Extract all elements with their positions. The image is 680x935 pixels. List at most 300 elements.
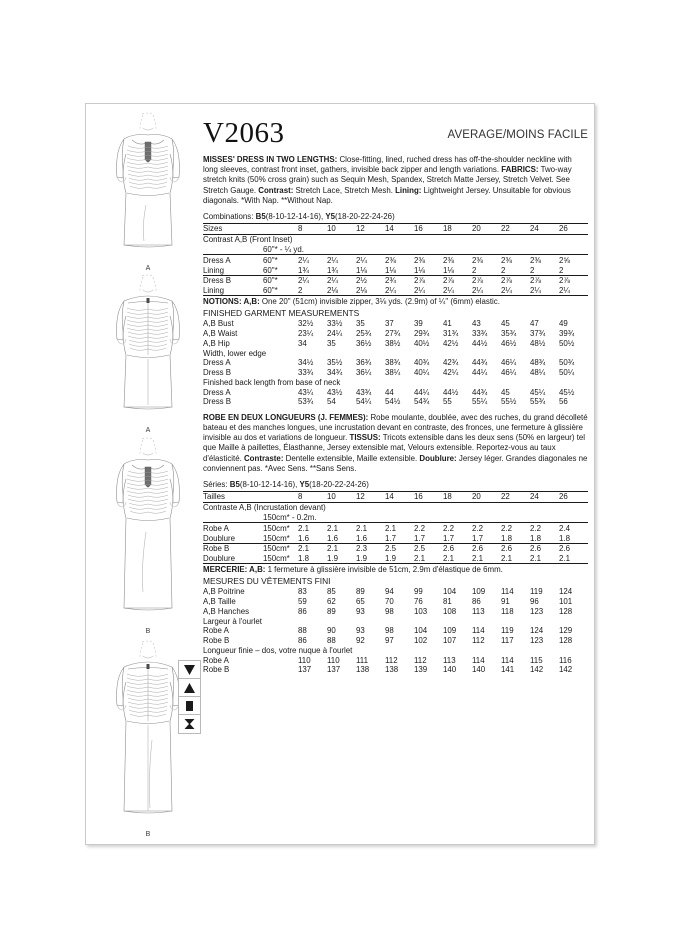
table-row [203, 606, 588, 616]
sizes-header-row [203, 224, 588, 235]
measurement-cell: 43½ [327, 387, 343, 397]
measurement-cell: 55¾ [530, 397, 546, 407]
spacer-cell [263, 665, 298, 675]
table-row [203, 626, 588, 636]
table-row [203, 655, 588, 665]
measurement-cell: 56 [559, 397, 568, 407]
yardage-cell: 1.8 [501, 533, 512, 543]
row-label: Dress A [203, 387, 231, 397]
measurement-cell: 32½ [298, 319, 314, 329]
table-row [203, 665, 588, 675]
content-column [203, 117, 588, 675]
spacer-cell [263, 587, 298, 597]
yardage-cell: 2.1 [327, 523, 338, 533]
difficulty-label: AVERAGE/MOINS FACILE [447, 129, 588, 141]
row-label: A,B Hanches [203, 606, 250, 616]
fabric-width: 150cm* [263, 533, 290, 543]
subsection-label: Width, lower edge [203, 348, 267, 358]
yardage-cell: 2.5 [414, 544, 425, 554]
size-header-cell: 16 [414, 492, 423, 502]
measurement-cell: 38½ [385, 338, 401, 348]
measurement-cell: 89 [356, 587, 365, 597]
measurement-cell: 93 [356, 626, 365, 636]
measurement-cell: 112 [414, 655, 427, 665]
yardage-cell: 2⅞ [443, 276, 454, 286]
measurement-cell: 116 [559, 655, 572, 665]
measurement-cell: 43¼ [298, 387, 314, 397]
measurement-cell: 46¼ [501, 368, 517, 378]
measurement-cell: 45 [501, 387, 510, 397]
triangle-icon [179, 679, 200, 697]
measurement-cell: 88 [327, 636, 336, 646]
body-shape-key [178, 660, 201, 734]
measurement-cell: 112 [472, 636, 485, 646]
row-label: A,B Poitrine [203, 587, 245, 597]
measurement-cell: 119 [501, 626, 514, 636]
yardage-cell: 1⅛ [414, 265, 425, 275]
measurement-cell: 142 [559, 665, 573, 675]
yardage-cell: 2.4 [559, 523, 570, 533]
measurement-cell: 124 [559, 587, 573, 597]
measurement-cell: 44¾ [472, 358, 488, 368]
english-fgm-table [203, 308, 588, 407]
yardage-cell: 1.9 [327, 554, 338, 564]
table-row [203, 338, 588, 348]
measurement-cell: 27¾ [385, 328, 401, 338]
yardage-cell: 1.8 [530, 533, 541, 543]
yardage-cell: 1.7 [414, 533, 425, 543]
measurement-cell: 113 [443, 655, 456, 665]
yardage-cell: 2⅞ [530, 276, 541, 286]
yardage-cell: 2 [530, 265, 535, 275]
table-row [203, 358, 588, 368]
illustration-b-front [94, 437, 202, 635]
row-label: Lining [203, 286, 225, 296]
yardage-cell: 2.1 [530, 554, 541, 564]
measurement-cell: 36¼ [356, 368, 372, 378]
contrast-yardage: 150cm* - 0.2m. [263, 512, 317, 522]
english-fgm-body [203, 319, 588, 407]
row-label: Dress A [203, 255, 231, 265]
yardage-cell: 1.7 [385, 533, 396, 543]
measurement-cell: 128 [559, 636, 573, 646]
size-header-cell: 18 [443, 492, 452, 502]
yardage-cell: 2¼ [327, 276, 338, 286]
measurement-cell: 141 [501, 665, 515, 675]
fabric-width: 60"* [263, 276, 278, 286]
measurement-cell: 43¾ [356, 387, 372, 397]
yardage-cell: 2¼ [472, 286, 483, 296]
spacer-cell [263, 224, 298, 235]
illustration-column [94, 112, 202, 838]
yardage-cell: 2¼ [443, 286, 454, 296]
measurement-cell: 86 [298, 606, 307, 616]
french-description: ROBE EN DEUX LONGUEURS (J. FEMMES): Robe moulante, doublée, avec des ruches, du grand décolleté bateau et des manches longues, une incrustation devant en contraste, des fronces, une fermeture à glissière invisible au dos et variations de longueur. TISSUS: Tricots extensible dans les deux sens (50% en largeur) tel que Maille à paillettes, Élasthanne, Jersey extensible mat, Velours extensible. Reportez-vous au taux d'élasticité. Contraste: Dentelle extensible, Maille extensible. Doublure: Jersey léger. Grandes diagonales ne conviennent pas. *Avec Sens. **Sans Sens. [203, 412, 588, 473]
measurement-cell: 123 [530, 636, 544, 646]
row-label: Dress B [203, 276, 232, 286]
dress-a-back-drawing [102, 274, 194, 426]
measurement-cell: 31¾ [443, 328, 459, 338]
english-contrast-block [203, 234, 588, 255]
pattern-envelope-back [85, 103, 595, 845]
size-header-cell: 12 [356, 492, 365, 502]
fgm-heading-row [203, 308, 588, 319]
measurement-cell: 44 [385, 387, 394, 397]
illustration-label: A [145, 427, 151, 434]
yardage-cell: 2.5 [385, 544, 396, 554]
spacer-cell [203, 513, 263, 523]
measurement-cell: 44¾ [472, 387, 488, 397]
yardage-cell: 2.3 [356, 544, 367, 554]
measurement-cell: 83 [298, 587, 307, 597]
row-label: A,B Bust [203, 319, 234, 329]
yardage-cell: 2.2 [414, 523, 425, 533]
measurement-cell: 23¼ [298, 328, 314, 338]
measurement-cell: 45¼ [530, 387, 546, 397]
measurement-cell: 138 [385, 665, 399, 675]
table-row [203, 645, 588, 655]
yardage-cell: 2⅝ [559, 255, 570, 265]
yardage-cell: 2¼ [298, 276, 309, 286]
measurement-cell: 81 [443, 596, 452, 606]
row-label: Doublure [203, 533, 236, 543]
measurement-cell: 114 [501, 587, 514, 597]
row-label: Dress A [203, 358, 231, 368]
yardage-cell: 1.6 [327, 533, 338, 543]
measurement-cell: 47 [530, 319, 539, 329]
row-label: Robe B [203, 665, 230, 675]
yardage-cell: 1.7 [472, 533, 483, 543]
measurement-cell: 107 [443, 636, 457, 646]
measurement-cell: 140 [472, 665, 486, 675]
size-header-cell: 24 [530, 224, 539, 234]
measurement-cell: 35 [356, 319, 365, 329]
yardage-cell: 1.7 [443, 533, 454, 543]
contrast-sub-row [203, 513, 588, 523]
measurement-cell: 91 [501, 596, 510, 606]
yardage-cell: 2.1 [443, 554, 454, 564]
contrast-sub-row [203, 245, 588, 255]
yardage-cell: 2¼ [327, 255, 338, 265]
yardage-cell: 1⅛ [443, 265, 454, 275]
yardage-cell: 1⅛ [385, 265, 396, 275]
yardage-cell: 2.6 [501, 544, 512, 554]
yardage-cell: 2.6 [443, 544, 454, 554]
contrast-yardage: 60"* - ¼ yd. [263, 244, 304, 254]
measurement-cell: 114 [472, 655, 485, 665]
french-fgm-body [203, 587, 588, 675]
yardage-cell: 1¾ [327, 265, 338, 275]
measurement-cell: 44½ [472, 338, 488, 348]
table-row [203, 387, 588, 397]
yardage-cell: 2⅞ [472, 276, 483, 286]
page-title: V2063 [203, 117, 285, 149]
illustration-label: B [145, 831, 151, 838]
contrast-heading-row [203, 502, 588, 512]
yardage-cell: 1⅛ [356, 265, 367, 275]
dress-a-front-drawing [102, 112, 194, 264]
size-header-cell: 8 [298, 492, 303, 502]
measurement-cell: 38¾ [385, 358, 401, 368]
row-label: Doublure [203, 554, 236, 564]
spacer-cell [263, 358, 298, 368]
french-yardage-table [203, 491, 588, 564]
yardage-cell: 2¼ [501, 286, 512, 296]
english-description: MISSES' DRESS IN TWO LENGTHS: Close-fitting, lined, ruched dress has off-the-shoulder neckline with long sleeves, contrast front inset, gathers, invisible back zipper and length variations. FABRICS: Two-way stretch knits (50% cross grain) such as Sequin Mesh, Spandex, Stretch Matte Jersey, Stretch Velvet. See Stretch Gauge. Contrast: Stretch Lace, Stretch Mesh. Lining: Lightweight Jersey. Unsuitable for obvious diagonals. *With Nap. **Without Nap. [203, 155, 572, 205]
row-label: A,B Waist [203, 328, 238, 338]
table-row [203, 255, 588, 265]
row-label: Robe A [203, 655, 229, 665]
table-row [203, 597, 588, 607]
sizes-header-row [203, 492, 588, 503]
measurement-cell: 103 [414, 606, 428, 616]
table-row [203, 543, 588, 553]
yardage-cell: 2.6 [530, 544, 541, 554]
contrast-heading: Contraste A,B (Incrustation devant) [203, 503, 326, 513]
size-header-cell: 20 [472, 224, 481, 234]
yardage-cell: 1.8 [298, 554, 309, 564]
english-sizes-header [203, 224, 588, 235]
table-row [203, 265, 588, 275]
yardage-cell: 2¼ [414, 286, 425, 296]
measurement-cell: 50½ [559, 338, 575, 348]
row-label: Lining [203, 265, 225, 275]
french-yardage-body [203, 523, 588, 564]
measurement-cell: 98 [385, 606, 394, 616]
measurement-cell: 94 [385, 587, 394, 597]
measurement-cell: 108 [443, 606, 457, 616]
yardage-cell: 2.2 [530, 523, 541, 533]
french-notions: MERCERIE: A,B: 1 fermeture à glissière invisible de 51cm, 2.9m d'élastique de 6mm. [203, 565, 503, 575]
measurement-cell: 41 [443, 319, 452, 329]
spacer-cell [203, 245, 263, 255]
yardage-cell: 2¼ [559, 286, 570, 296]
yardage-cell: 2⅛ [356, 286, 367, 296]
table-row [203, 397, 588, 407]
measurement-cell: 92 [356, 636, 365, 646]
spacer-cell [263, 626, 298, 636]
fgm-heading: MESURES DU VÊTEMENTS FINI [203, 576, 331, 587]
measurement-cell: 33¾ [298, 368, 314, 378]
size-header-cell: 8 [298, 224, 303, 234]
yardage-cell: 2.1 [298, 523, 309, 533]
contrast-heading: Contrast A,B (Front Inset) [203, 235, 293, 245]
row-label: A,B Taille [203, 596, 236, 606]
subsection-label: Finished back length from base of neck [203, 377, 341, 387]
measurement-cell: 54½ [385, 397, 401, 407]
measurement-cell: 46½ [501, 338, 517, 348]
measurement-cell: 35½ [327, 358, 343, 368]
yardage-cell: 2⅜ [472, 255, 483, 265]
table-row [203, 523, 588, 533]
size-header-cell: 18 [443, 224, 452, 234]
yardage-cell: 2¼ [385, 286, 396, 296]
table-row [203, 368, 588, 378]
measurement-cell: 39¾ [559, 328, 575, 338]
inverted-triangle-icon [179, 661, 200, 679]
spacer-cell [263, 387, 298, 397]
measurement-cell: 55½ [501, 397, 517, 407]
measurement-cell: 50¾ [559, 358, 575, 368]
measurement-cell: 38¼ [385, 368, 401, 378]
measurement-cell: 54 [327, 397, 336, 407]
measurement-cell: 33½ [327, 319, 343, 329]
measurement-cell: 35 [327, 338, 336, 348]
subsection-label: Longueur finie – dos, votre nuque à l'ourlet [203, 645, 353, 655]
measurement-cell: 29¾ [414, 328, 430, 338]
sizes-label: Tailles [203, 492, 225, 502]
fabric-width: 60"* [263, 265, 278, 275]
spacer-cell [263, 492, 298, 503]
spacer-cell [263, 597, 298, 607]
measurement-cell: 44¼ [414, 387, 430, 397]
measurement-cell: 59 [298, 596, 307, 606]
fgm-heading: FINISHED GARMENT MEASUREMENTS [203, 308, 360, 319]
table-row [203, 533, 588, 543]
yardage-cell: 2.1 [356, 523, 367, 533]
yardage-cell: 2¼ [298, 255, 309, 265]
measurement-cell: 54¾ [414, 397, 430, 407]
table-row [203, 616, 588, 626]
measurement-cell: 113 [472, 606, 485, 616]
yardage-cell: 1.8 [559, 533, 570, 543]
table-row [203, 377, 588, 387]
measurement-cell: 45½ [559, 387, 575, 397]
size-header-cell: 22 [501, 492, 510, 502]
measurement-cell: 40½ [414, 338, 430, 348]
measurement-cell: 70 [385, 596, 394, 606]
measurement-cell: 65 [356, 596, 365, 606]
yardage-cell: 2⅜ [414, 255, 425, 265]
measurement-cell: 104 [414, 626, 428, 636]
yardage-cell: 2.2 [501, 523, 512, 533]
measurement-cell: 43 [472, 319, 481, 329]
measurement-cell: 139 [414, 665, 428, 675]
measurement-cell: 85 [327, 587, 336, 597]
english-notions: NOTIONS: A,B: One 20" (51cm) invisible zipper, 3⅛ yds. (2.9m) of ¼" (6mm) elastic. [203, 297, 500, 307]
yardage-cell: 1¾ [298, 265, 309, 275]
yardage-cell: 2⅜ [501, 255, 512, 265]
rectangle-icon [179, 697, 200, 715]
measurement-cell: 137 [327, 665, 341, 675]
measurement-cell: 86 [472, 596, 481, 606]
measurement-cell: 104 [443, 587, 457, 597]
measurement-cell: 90 [327, 626, 336, 636]
yardage-cell: 2⅜ [385, 255, 396, 265]
fabric-width: 60"* [263, 255, 278, 265]
english-fgm-heading-row [203, 308, 588, 319]
measurement-cell: 34¾ [327, 368, 343, 378]
size-header-cell: 20 [472, 492, 481, 502]
measurement-cell: 55 [443, 397, 452, 407]
french-sizes-header [203, 492, 588, 503]
fgm-heading-row [203, 576, 588, 587]
measurement-cell: 46¼ [501, 358, 517, 368]
measurement-cell: 128 [559, 606, 573, 616]
yardage-cell: 2.2 [443, 523, 454, 533]
measurement-cell: 93 [356, 606, 365, 616]
size-header-cell: 26 [559, 492, 568, 502]
row-label: Robe B [203, 636, 230, 646]
table-row [203, 275, 588, 285]
measurement-cell: 99 [414, 587, 423, 597]
row-label: Robe B [203, 544, 230, 554]
yardage-cell: 2⅛ [327, 286, 338, 296]
measurement-cell: 109 [472, 587, 486, 597]
measurement-cell: 42¼ [443, 368, 459, 378]
french-fgm-table [203, 576, 588, 675]
measurement-cell: 36¾ [356, 358, 372, 368]
yardage-cell: 2.1 [501, 554, 512, 564]
measurement-cell: 89 [327, 606, 336, 616]
sizes-label: Sizes [203, 224, 223, 234]
measurement-cell: 109 [443, 626, 457, 636]
hourglass-icon [179, 715, 200, 733]
table-row [203, 286, 588, 296]
measurement-cell: 76 [414, 596, 423, 606]
yardage-cell: 2⅞ [559, 276, 570, 286]
measurement-cell: 37 [385, 319, 394, 329]
yardage-cell: 2.1 [385, 523, 396, 533]
measurement-cell: 115 [530, 655, 543, 665]
dress-b-front-drawing [102, 437, 194, 627]
fabric-width: 150cm* [263, 554, 290, 564]
measurement-cell: 114 [472, 626, 485, 636]
measurement-cell: 24¼ [327, 328, 343, 338]
illustration-label: B [145, 628, 151, 635]
yardage-cell: 2.1 [559, 554, 570, 564]
size-header-cell: 26 [559, 224, 568, 234]
measurement-cell: 44¼ [472, 368, 488, 378]
yardage-cell: 2⅞ [414, 276, 425, 286]
french-fgm-heading-row [203, 576, 588, 587]
measurement-cell: 110 [298, 655, 311, 665]
header-row [203, 117, 588, 155]
row-label: Robe A [203, 523, 229, 533]
yardage-cell: 2¼ [356, 255, 367, 265]
measurement-cell: 112 [385, 655, 398, 665]
illustration-a-back [94, 274, 202, 434]
measurement-cell: 111 [356, 655, 368, 665]
measurement-cell: 129 [559, 626, 573, 636]
yardage-cell: 2 [559, 265, 564, 275]
fabric-width: 150cm* [263, 523, 290, 533]
yardage-cell: 2¼ [530, 286, 541, 296]
row-label: Dress B [203, 368, 232, 378]
illustration-label: A [145, 265, 151, 272]
measurement-cell: 42¾ [443, 358, 459, 368]
measurement-cell: 44½ [443, 387, 459, 397]
yardage-cell: 2 [298, 286, 303, 296]
measurement-cell: 110 [327, 655, 340, 665]
measurement-cell: 34½ [298, 358, 314, 368]
measurement-cell: 86 [298, 636, 307, 646]
measurement-cell: 123 [530, 606, 544, 616]
yardage-cell: 2⅜ [530, 255, 541, 265]
size-header-cell: 14 [385, 492, 394, 502]
spacer-cell [263, 338, 298, 348]
table-row [203, 554, 588, 564]
measurement-cell: 119 [530, 587, 543, 597]
yardage-cell: 2¾ [385, 276, 396, 286]
english-yardage-body [203, 255, 588, 296]
size-header-cell: 10 [327, 224, 336, 234]
yardage-cell: 2⅞ [501, 276, 512, 286]
table-row [203, 636, 588, 646]
yardage-cell: 1.6 [298, 533, 309, 543]
measurement-cell: 54¼ [356, 397, 372, 407]
measurement-cell: 35¾ [501, 328, 517, 338]
